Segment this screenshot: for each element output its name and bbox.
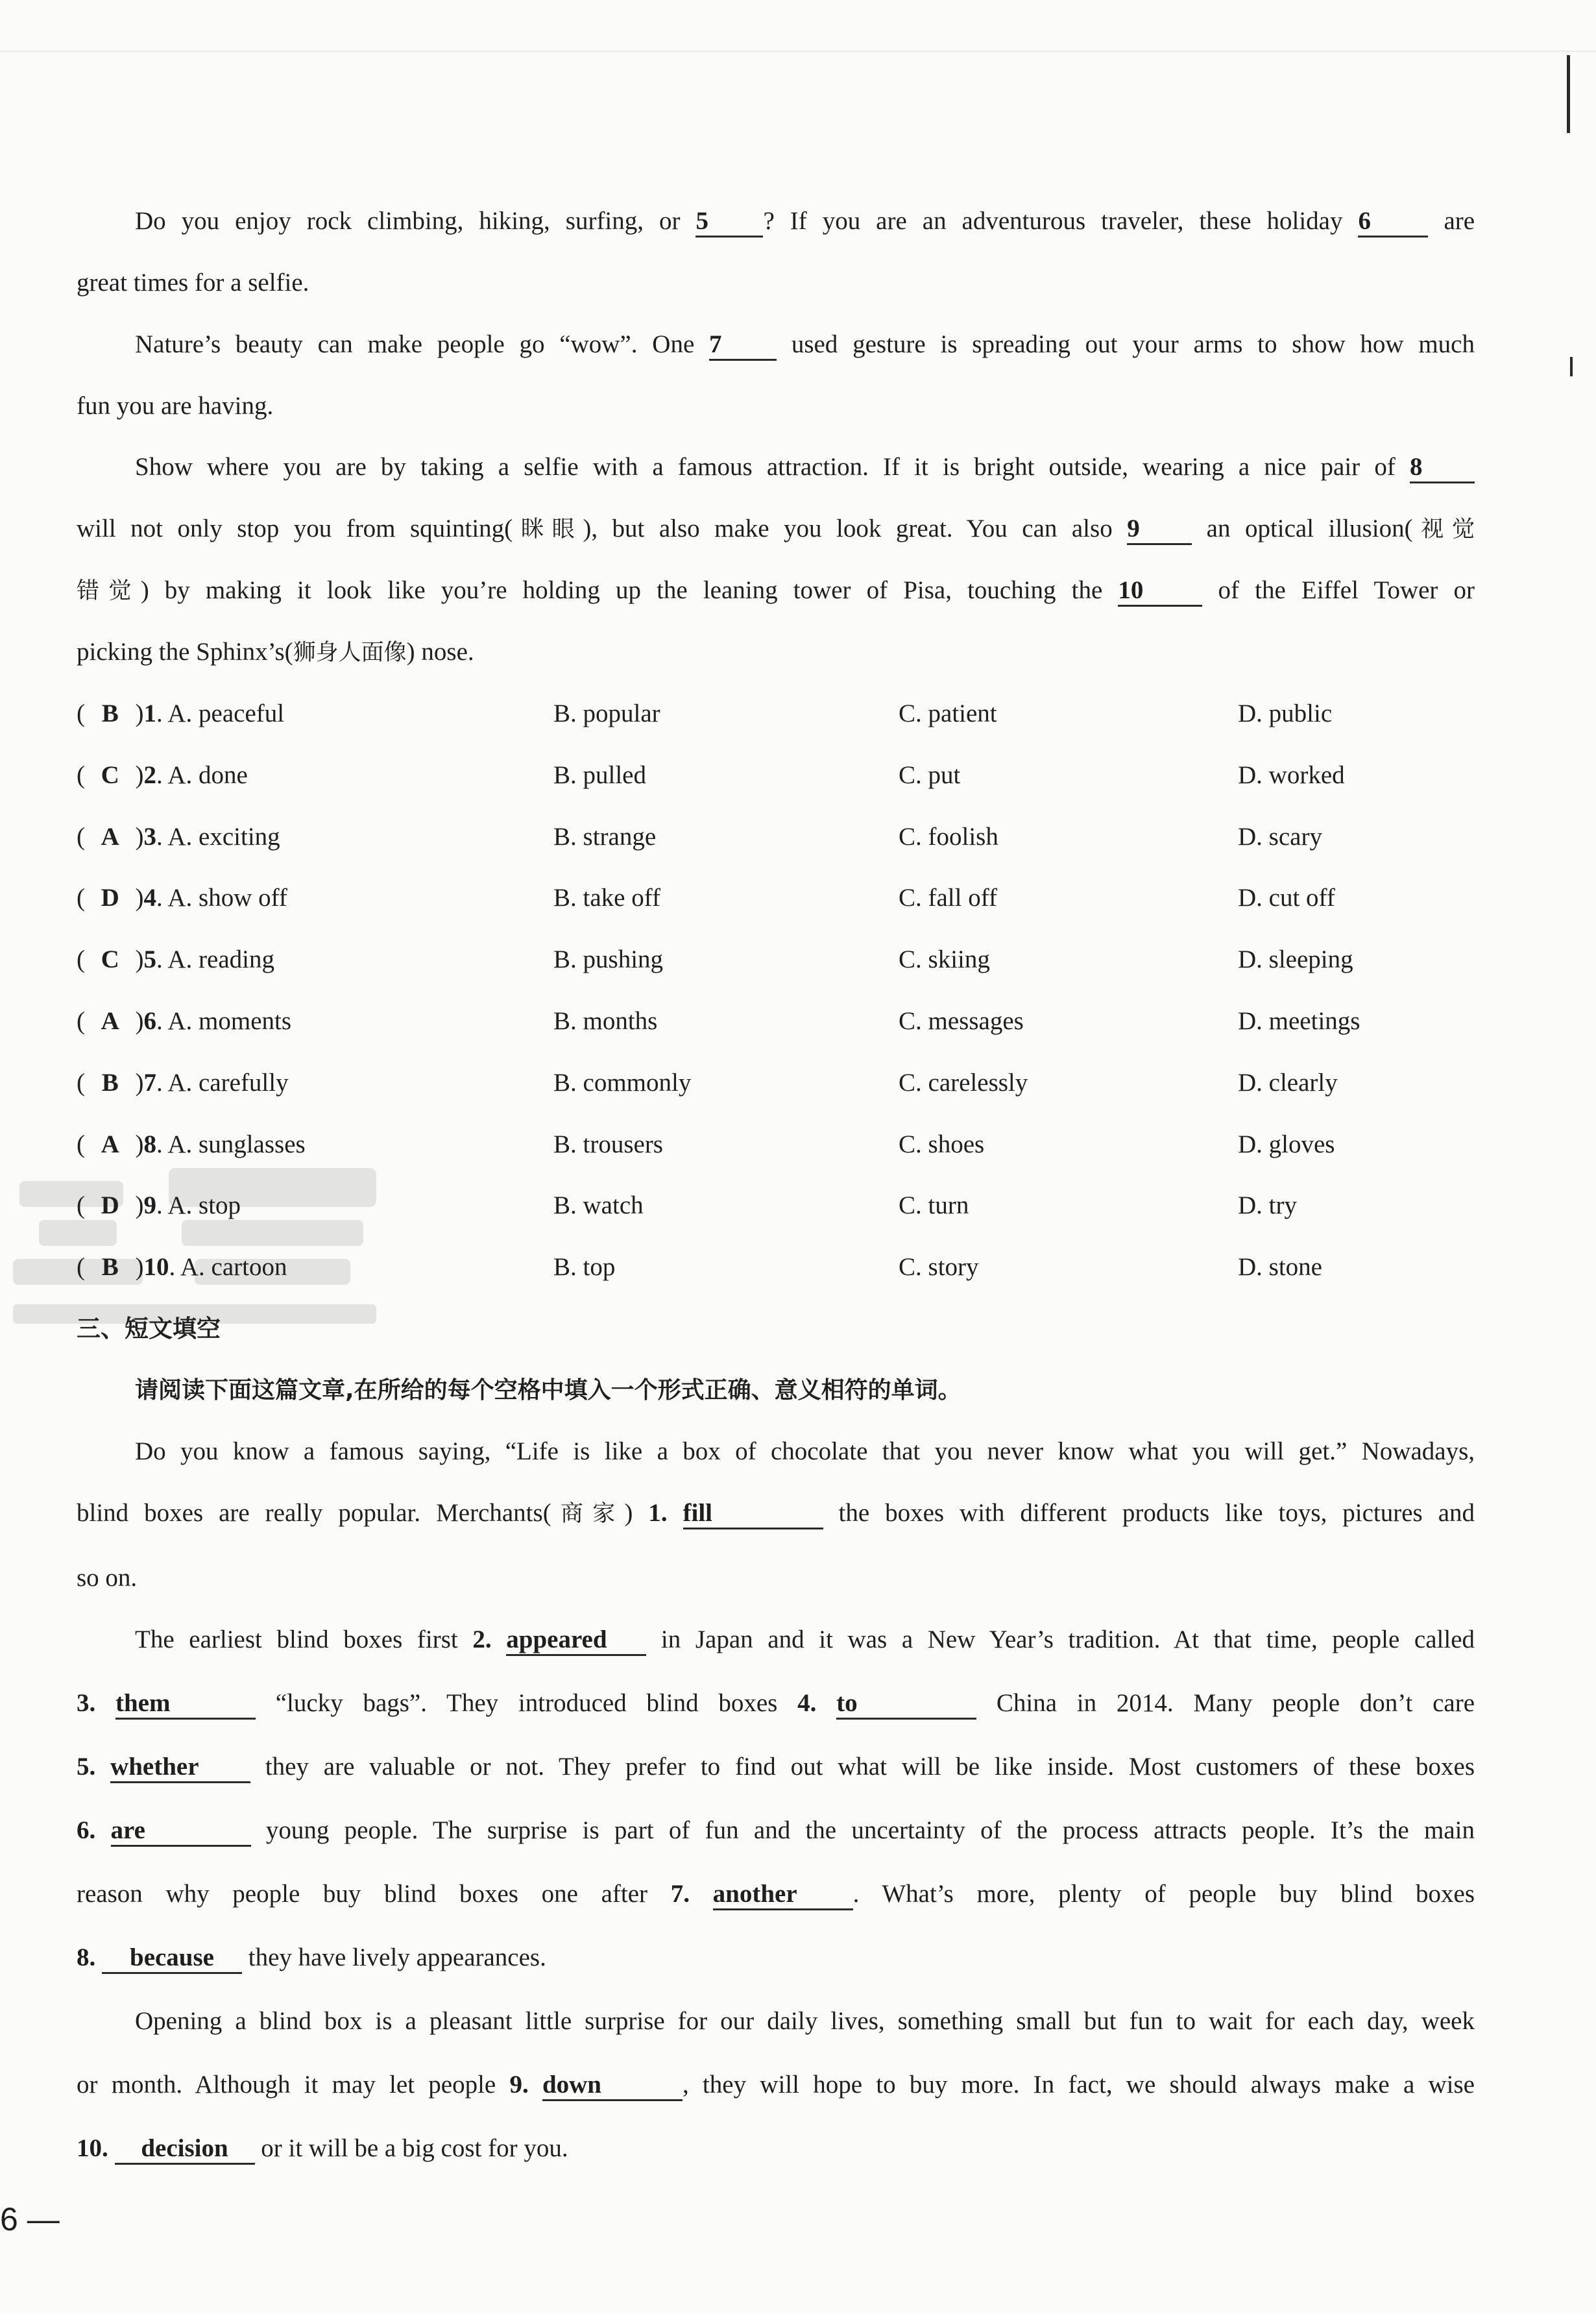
option-b: B. pushing: [553, 945, 664, 973]
question-row: [0, 1250, 1596, 1284]
passage2-line: so on.: [77, 1564, 138, 1592]
fill-answer: [77, 1689, 256, 1717]
text-span: ): [624, 1499, 633, 1527]
text-span: [77, 515, 1113, 542]
passage1-line: fun you are having.: [77, 392, 274, 420]
blank-number: 4.: [797, 1689, 817, 1717]
option-c: C. foolish: [899, 823, 998, 851]
passage2-line: [77, 1941, 1475, 1975]
passage1-line: [77, 204, 1475, 238]
answer-bracket: ( B )1. A. peaceful: [77, 697, 284, 731]
text-span: [1207, 515, 1475, 542]
question-row: [0, 759, 1596, 792]
option-d: D. scary: [1238, 823, 1322, 851]
answer-bracket: ( A )8. A. sunglasses: [77, 1128, 306, 1162]
answer-letter: C: [101, 945, 119, 973]
question-row: [0, 697, 1596, 731]
passage2-line: [77, 1687, 1475, 1720]
answer-bracket: ( D )4. A. show off: [77, 881, 287, 915]
question-row: [0, 1189, 1596, 1223]
text-span: Show where you are by taking a selfie with a famous attraction. If it is bright outside, wearing a nice pair of: [135, 453, 1396, 481]
cjk-gloss: 狮身人面像: [293, 640, 407, 666]
blank-number: 10.: [77, 2134, 108, 2162]
fill-answer: [648, 1499, 823, 1527]
option-b: B. months: [553, 1007, 658, 1035]
fill-answer: [671, 1880, 1475, 1908]
question-row: [0, 820, 1596, 854]
text-span: ), but also make you look great. You can also: [583, 515, 1113, 542]
option-b: B. trousers: [553, 1130, 663, 1158]
question-number: 10: [143, 1253, 169, 1281]
blank-number: 5.: [77, 1753, 96, 1781]
text-span: . What’s more, plenty of people buy blind boxes: [852, 1880, 1475, 1908]
passage2-line: [77, 1877, 1475, 1911]
scan-edge-mark: [1567, 55, 1570, 133]
blank-number: 1.: [648, 1499, 668, 1527]
fill-answer: [472, 1626, 646, 1653]
question-number: 8: [143, 1130, 156, 1158]
answer-letter: B: [101, 1069, 119, 1097]
passage1-line: [77, 635, 1475, 670]
cjk-gloss: 商家: [551, 1501, 625, 1527]
section-instruction: 请阅读下面这篇文章,在所给的每个空格中填入一个形式正确、意义相符的单词。: [135, 1377, 961, 1404]
answer-letter: A: [101, 1130, 119, 1158]
option-c: C. put: [899, 761, 961, 789]
option-c: C. shoes: [899, 1130, 985, 1158]
option-d: D. try: [1238, 1191, 1297, 1219]
passage1-line: [77, 512, 1475, 546]
cjk-gloss: 视觉: [1412, 517, 1475, 542]
answer-bracket: ( C )5. A. reading: [77, 943, 274, 977]
option-d: D. cut off: [1238, 884, 1335, 912]
answer-letter: C: [101, 761, 119, 789]
answer-bracket: ( A )6. A. moments: [77, 1005, 291, 1038]
option-c: C. messages: [899, 1007, 1024, 1035]
option-d: D. worked: [1238, 761, 1345, 789]
option-a: A. carefully: [167, 1069, 289, 1097]
text-span: ) by making it look like you’re holding up the leaning tower of Pisa, touching the: [140, 576, 1103, 604]
text-span: ) nose.: [406, 638, 474, 666]
blank-number: 9.: [509, 2071, 529, 2099]
passage1-line: [77, 574, 1475, 608]
question-row: [0, 1005, 1596, 1038]
answer-letter: B: [101, 1253, 119, 1281]
option-a: A. stop: [167, 1191, 241, 1219]
option-d: D. sleeping: [1238, 945, 1353, 973]
passage2-line: [77, 1750, 1475, 1784]
question-number: 5: [143, 945, 156, 973]
answer-letter: D: [101, 884, 119, 912]
answer-bracket: ( C )2. A. done: [77, 759, 248, 792]
question-number: 2: [143, 761, 156, 789]
text-span: will not only stop you from squinting(: [77, 515, 513, 542]
section-title: 三、短文填空: [77, 1315, 221, 1343]
option-d: D. stone: [1238, 1253, 1322, 1281]
question-row: [0, 1128, 1596, 1162]
passage2-line: [77, 1814, 1475, 1847]
scan-edge-line: [0, 51, 1596, 52]
text-span: Do you enjoy rock climbing, hiking, surfing, or: [135, 207, 681, 235]
text-span: ? If you are an adventurous traveler, these holiday: [763, 207, 1343, 235]
question-row: [0, 943, 1596, 977]
text-span: picking the Sphinx’s(: [77, 638, 293, 666]
passage1-line: [77, 328, 1475, 361]
option-d: D. public: [1238, 700, 1333, 727]
option-c: C. patient: [899, 700, 997, 727]
filled-blank: them: [115, 1689, 256, 1720]
text-span: China in 2014. Many people don’t care: [996, 1689, 1475, 1717]
option-c: C. skiing: [899, 945, 990, 973]
option-a: A. cartoon: [180, 1253, 287, 1281]
passage1-line: great times for a selfie.: [77, 269, 309, 297]
option-a: A. peaceful: [167, 700, 285, 727]
text-span: Nature’s beauty can make people go “wow”. One: [135, 330, 695, 358]
text-span: an optical illusion(: [1206, 515, 1413, 542]
option-b: B. strange: [553, 823, 657, 851]
passage2-line: [77, 2132, 1475, 2165]
answer-letter: A: [101, 823, 119, 851]
blank-number: 8.: [77, 1943, 96, 1971]
option-d: D. meetings: [1238, 1007, 1360, 1035]
text-span: The earliest blind boxes first: [135, 1626, 458, 1653]
filled-blank: decision: [115, 2134, 255, 2165]
option-c: C. turn: [899, 1191, 969, 1219]
option-c: C. fall off: [899, 884, 998, 912]
text-span: young people. The surprise is part of fun and the uncertainty of the process attracts people. It’s the main: [265, 1816, 1475, 1844]
option-a: A. exciting: [167, 823, 280, 851]
blank-number: 2.: [472, 1626, 492, 1653]
question-number: 1: [143, 700, 156, 727]
question-row: [0, 1066, 1596, 1100]
cjk-gloss: 眯眼: [513, 517, 583, 542]
filled-blank: to: [836, 1689, 976, 1720]
answer-letter: B: [101, 700, 119, 727]
blank-8: 8: [1410, 453, 1475, 483]
option-b: B. pulled: [553, 761, 646, 789]
option-b: B. popular: [553, 700, 660, 727]
scan-edge-mark: [1570, 357, 1573, 376]
cjk-gloss: 错觉: [77, 578, 141, 604]
fill-answer: [797, 1689, 976, 1717]
text-span: “lucky bags”. They introduced blind boxes: [275, 1689, 778, 1717]
answer-bracket: ( B )10. A. cartoon: [77, 1250, 287, 1284]
text-span: they have lively appearances.: [248, 1943, 546, 1971]
question-row: [0, 881, 1596, 915]
option-d: D. clearly: [1238, 1069, 1338, 1097]
text-span: of the Eiffel Tower or: [1218, 576, 1475, 604]
text-span: or month. Although it may let people: [77, 2071, 496, 2099]
answer-bracket: ( D )9. A. stop: [77, 1189, 241, 1223]
text-span: or it will be a big cost for you.: [261, 2134, 568, 2162]
question-number: 3: [143, 823, 156, 851]
text-span: [77, 576, 1102, 604]
option-b: B. take off: [553, 884, 660, 912]
option-d: D. gloves: [1238, 1130, 1335, 1158]
passage2-line: Do you know a famous saying, “Life is like a box of chocolate that you never know what you will get.” Nowadays,: [135, 1437, 1475, 1465]
option-b: B. top: [553, 1253, 616, 1281]
text-span: the boxes with different products like toys, pictures and: [838, 1499, 1475, 1527]
passage2-line: [77, 2068, 1475, 2102]
passage2-line: Opening a blind box is a pleasant little surprise for our daily lives, something small but fun to wait for each day, week: [135, 2007, 1475, 2035]
blank-10: 10: [1118, 576, 1202, 607]
text-span: they are valuable or not. They prefer to find out what will be like inside. Most customers of these boxes: [265, 1753, 1475, 1781]
text-span: blind boxes are really popular. Merchants(: [77, 1499, 551, 1527]
text-span: in Japan and it was a New Year’s tradition. At that time, people called: [660, 1626, 1475, 1653]
answer-letter: A: [101, 1007, 119, 1035]
filled-blank: are: [111, 1816, 251, 1847]
blank-number: 3.: [77, 1689, 96, 1717]
option-a: A. done: [167, 761, 248, 789]
option-c: C. carelessly: [899, 1069, 1028, 1097]
text-span: reason why people buy blind boxes one after: [77, 1880, 648, 1908]
question-number: 4: [143, 884, 156, 912]
filled-blank: because: [102, 1943, 242, 1974]
blank-6: 6: [1358, 207, 1428, 237]
filled-blank: whether: [110, 1753, 250, 1783]
question-number: 9: [143, 1191, 156, 1219]
fill-answer: [77, 1816, 251, 1844]
text-span: are: [1444, 207, 1475, 235]
question-number: 6: [143, 1007, 156, 1035]
blank-number: 6.: [77, 1816, 96, 1844]
option-b: B. commonly: [553, 1069, 692, 1097]
passage2-line: [77, 1623, 1475, 1657]
blank-7: 7: [709, 330, 777, 361]
filled-blank: fill: [683, 1499, 823, 1529]
filled-blank: down: [542, 2071, 683, 2101]
passage2-line: [77, 1496, 1475, 1531]
fill-answer: [77, 1753, 250, 1781]
option-a: A. moments: [167, 1007, 292, 1035]
filled-blank: appeared: [506, 1626, 646, 1656]
text-span: , they will hope to buy more. In fact, we should always make a wise: [682, 2071, 1475, 2099]
option-a: A. reading: [167, 945, 274, 973]
blank-number: 7.: [670, 1880, 690, 1908]
text-span: used gesture is spreading out your arms to show how much: [791, 330, 1475, 358]
blank-5: 5: [695, 207, 763, 237]
option-a: A. sunglasses: [167, 1130, 306, 1158]
answer-letter: D: [101, 1191, 119, 1219]
text-span: [77, 1499, 633, 1527]
fill-answer: [509, 2071, 1475, 2099]
option-c: C. story: [899, 1253, 979, 1281]
filled-blank: another: [713, 1880, 853, 1910]
page-number: 6 —: [0, 2201, 60, 2237]
option-b: B. watch: [553, 1191, 644, 1219]
option-a: A. show off: [167, 884, 287, 912]
blank-9: 9: [1127, 515, 1192, 545]
question-number: 7: [143, 1069, 156, 1097]
passage1-line: [77, 450, 1475, 484]
answer-bracket: ( A )3. A. exciting: [77, 820, 280, 854]
answer-bracket: ( B )7. A. carefully: [77, 1066, 289, 1100]
